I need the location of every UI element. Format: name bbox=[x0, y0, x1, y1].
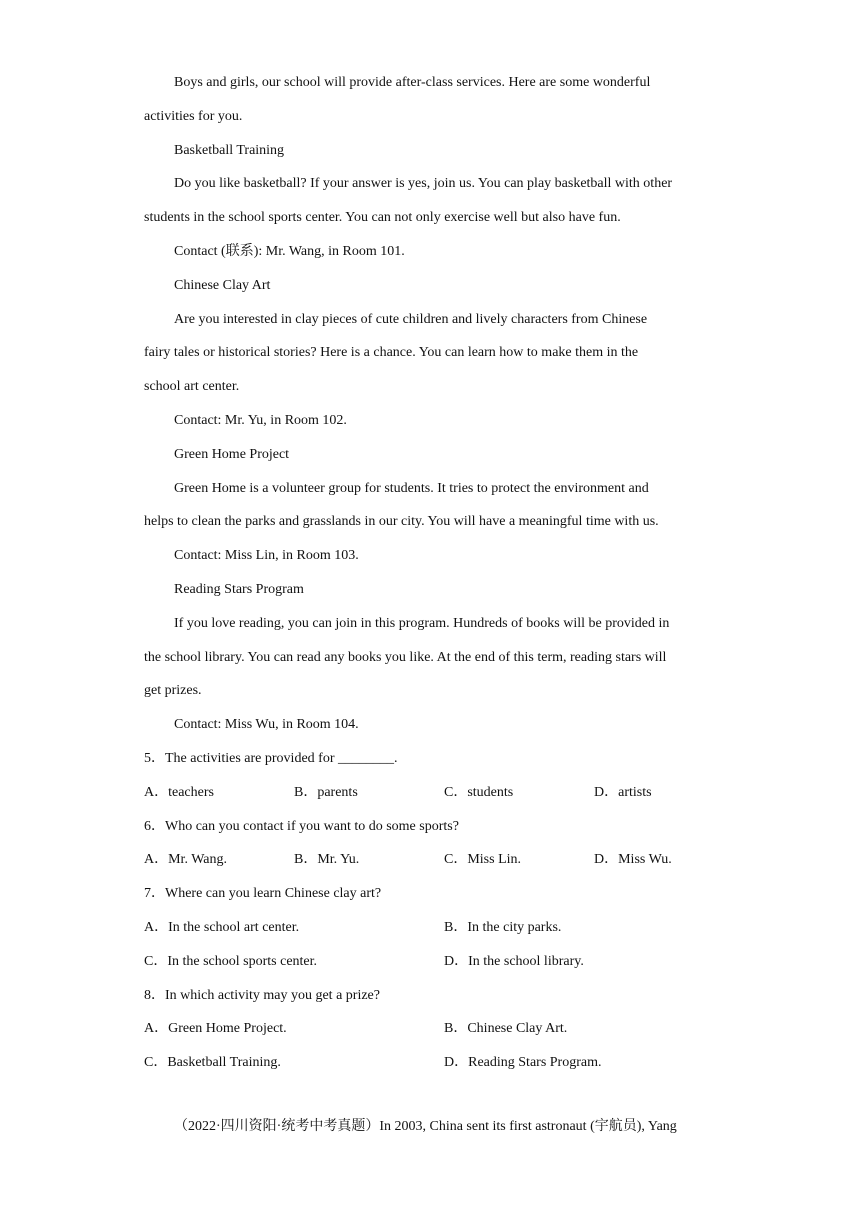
contact-green: Contact: Miss Lin, in Room 103. bbox=[174, 548, 359, 564]
paragraph-intro-cont: activities for you. bbox=[144, 108, 243, 124]
section-title-basketball: Basketball Training bbox=[174, 142, 285, 158]
options-6 bbox=[144, 843, 719, 877]
option-a: A．Mr. Wang. bbox=[144, 852, 228, 868]
reading-passage bbox=[144, 66, 719, 1080]
paragraph-clay-cont: fairy tales or historical stories? Here is a chance. You can learn how to make them in the bbox=[144, 345, 639, 361]
option-b: B．In the city parks. bbox=[444, 919, 562, 935]
option-c: C．Basketball Training. bbox=[144, 1055, 281, 1071]
paragraph-reading-cont: the school library. You can read any books you like. At the end of this term, reading stars will bbox=[144, 649, 667, 665]
question-7: 7．Where can you learn Chinese clay art? bbox=[144, 886, 382, 902]
options-8-row2 bbox=[144, 1046, 719, 1080]
section-title-reading: Reading Stars Program bbox=[174, 581, 304, 597]
option-a: A．teachers bbox=[144, 784, 214, 800]
paragraph-green: Green Home is a volunteer group for students. It tries to protect the environment and bbox=[174, 480, 649, 496]
option-c: C．Miss Lin. bbox=[444, 852, 522, 868]
paragraph-intro: Boys and girls, our school will provide after-class services. Here are some wonderful bbox=[174, 75, 651, 90]
paragraph-reading: If you love reading, you can join in this program. Hundreds of books will be provided in bbox=[174, 615, 670, 631]
option-c: C．In the school sports center. bbox=[144, 953, 318, 969]
paragraph-clay-cont: school art center. bbox=[144, 379, 240, 395]
contact-reading: Contact: Miss Wu, in Room 104. bbox=[174, 717, 359, 733]
options-7-row2 bbox=[144, 945, 719, 979]
next-passage-intro: （2022·四川资阳·统考中考真题）In 2003, China sent its first astronaut (宇航员), Yang bbox=[174, 1119, 677, 1134]
question-6: 6．Who can you contact if you want to do some sports? bbox=[144, 818, 459, 834]
paragraph-basketball-cont: students in the school sports center. You can not only exercise well but also have fun. bbox=[144, 210, 621, 226]
option-b: B．parents bbox=[294, 784, 358, 800]
paragraph-clay: Are you interested in clay pieces of cute children and lively characters from Chinese bbox=[174, 311, 648, 327]
option-d: D．artists bbox=[594, 784, 652, 800]
options-7-row1 bbox=[144, 911, 719, 945]
contact-basketball: Contact (联系): Mr. Wang, in Room 101. bbox=[174, 243, 405, 259]
option-a: A．Green Home Project. bbox=[144, 1021, 287, 1037]
option-d: D．Miss Wu. bbox=[594, 852, 672, 868]
options-8-row1 bbox=[144, 1012, 719, 1046]
paragraph-reading-cont: get prizes. bbox=[144, 683, 202, 699]
options-5 bbox=[144, 776, 719, 810]
option-c: C．students bbox=[444, 784, 514, 800]
question-5: 5．The activities are provided for ________. bbox=[144, 750, 398, 766]
option-a: A．In the school art center. bbox=[144, 919, 300, 935]
option-d: D．In the school library. bbox=[444, 953, 584, 969]
option-b: B．Mr. Yu. bbox=[294, 852, 360, 868]
section-title-green: Green Home Project bbox=[174, 446, 290, 462]
option-b: B．Chinese Clay Art. bbox=[444, 1021, 568, 1037]
section-title-clay: Chinese Clay Art bbox=[174, 277, 271, 293]
option-d: D．Reading Stars Program. bbox=[444, 1055, 602, 1071]
paragraph-green-cont: helps to clean the parks and grasslands in our city. You will have a meaningful time with us. bbox=[144, 514, 659, 530]
paragraph-basketball: Do you like basketball? If your answer is yes, join us. You can play basketball with other bbox=[174, 176, 673, 192]
contact-clay: Contact: Mr. Yu, in Room 102. bbox=[174, 412, 347, 428]
question-8: 8．In which activity may you get a prize? bbox=[144, 987, 380, 1003]
